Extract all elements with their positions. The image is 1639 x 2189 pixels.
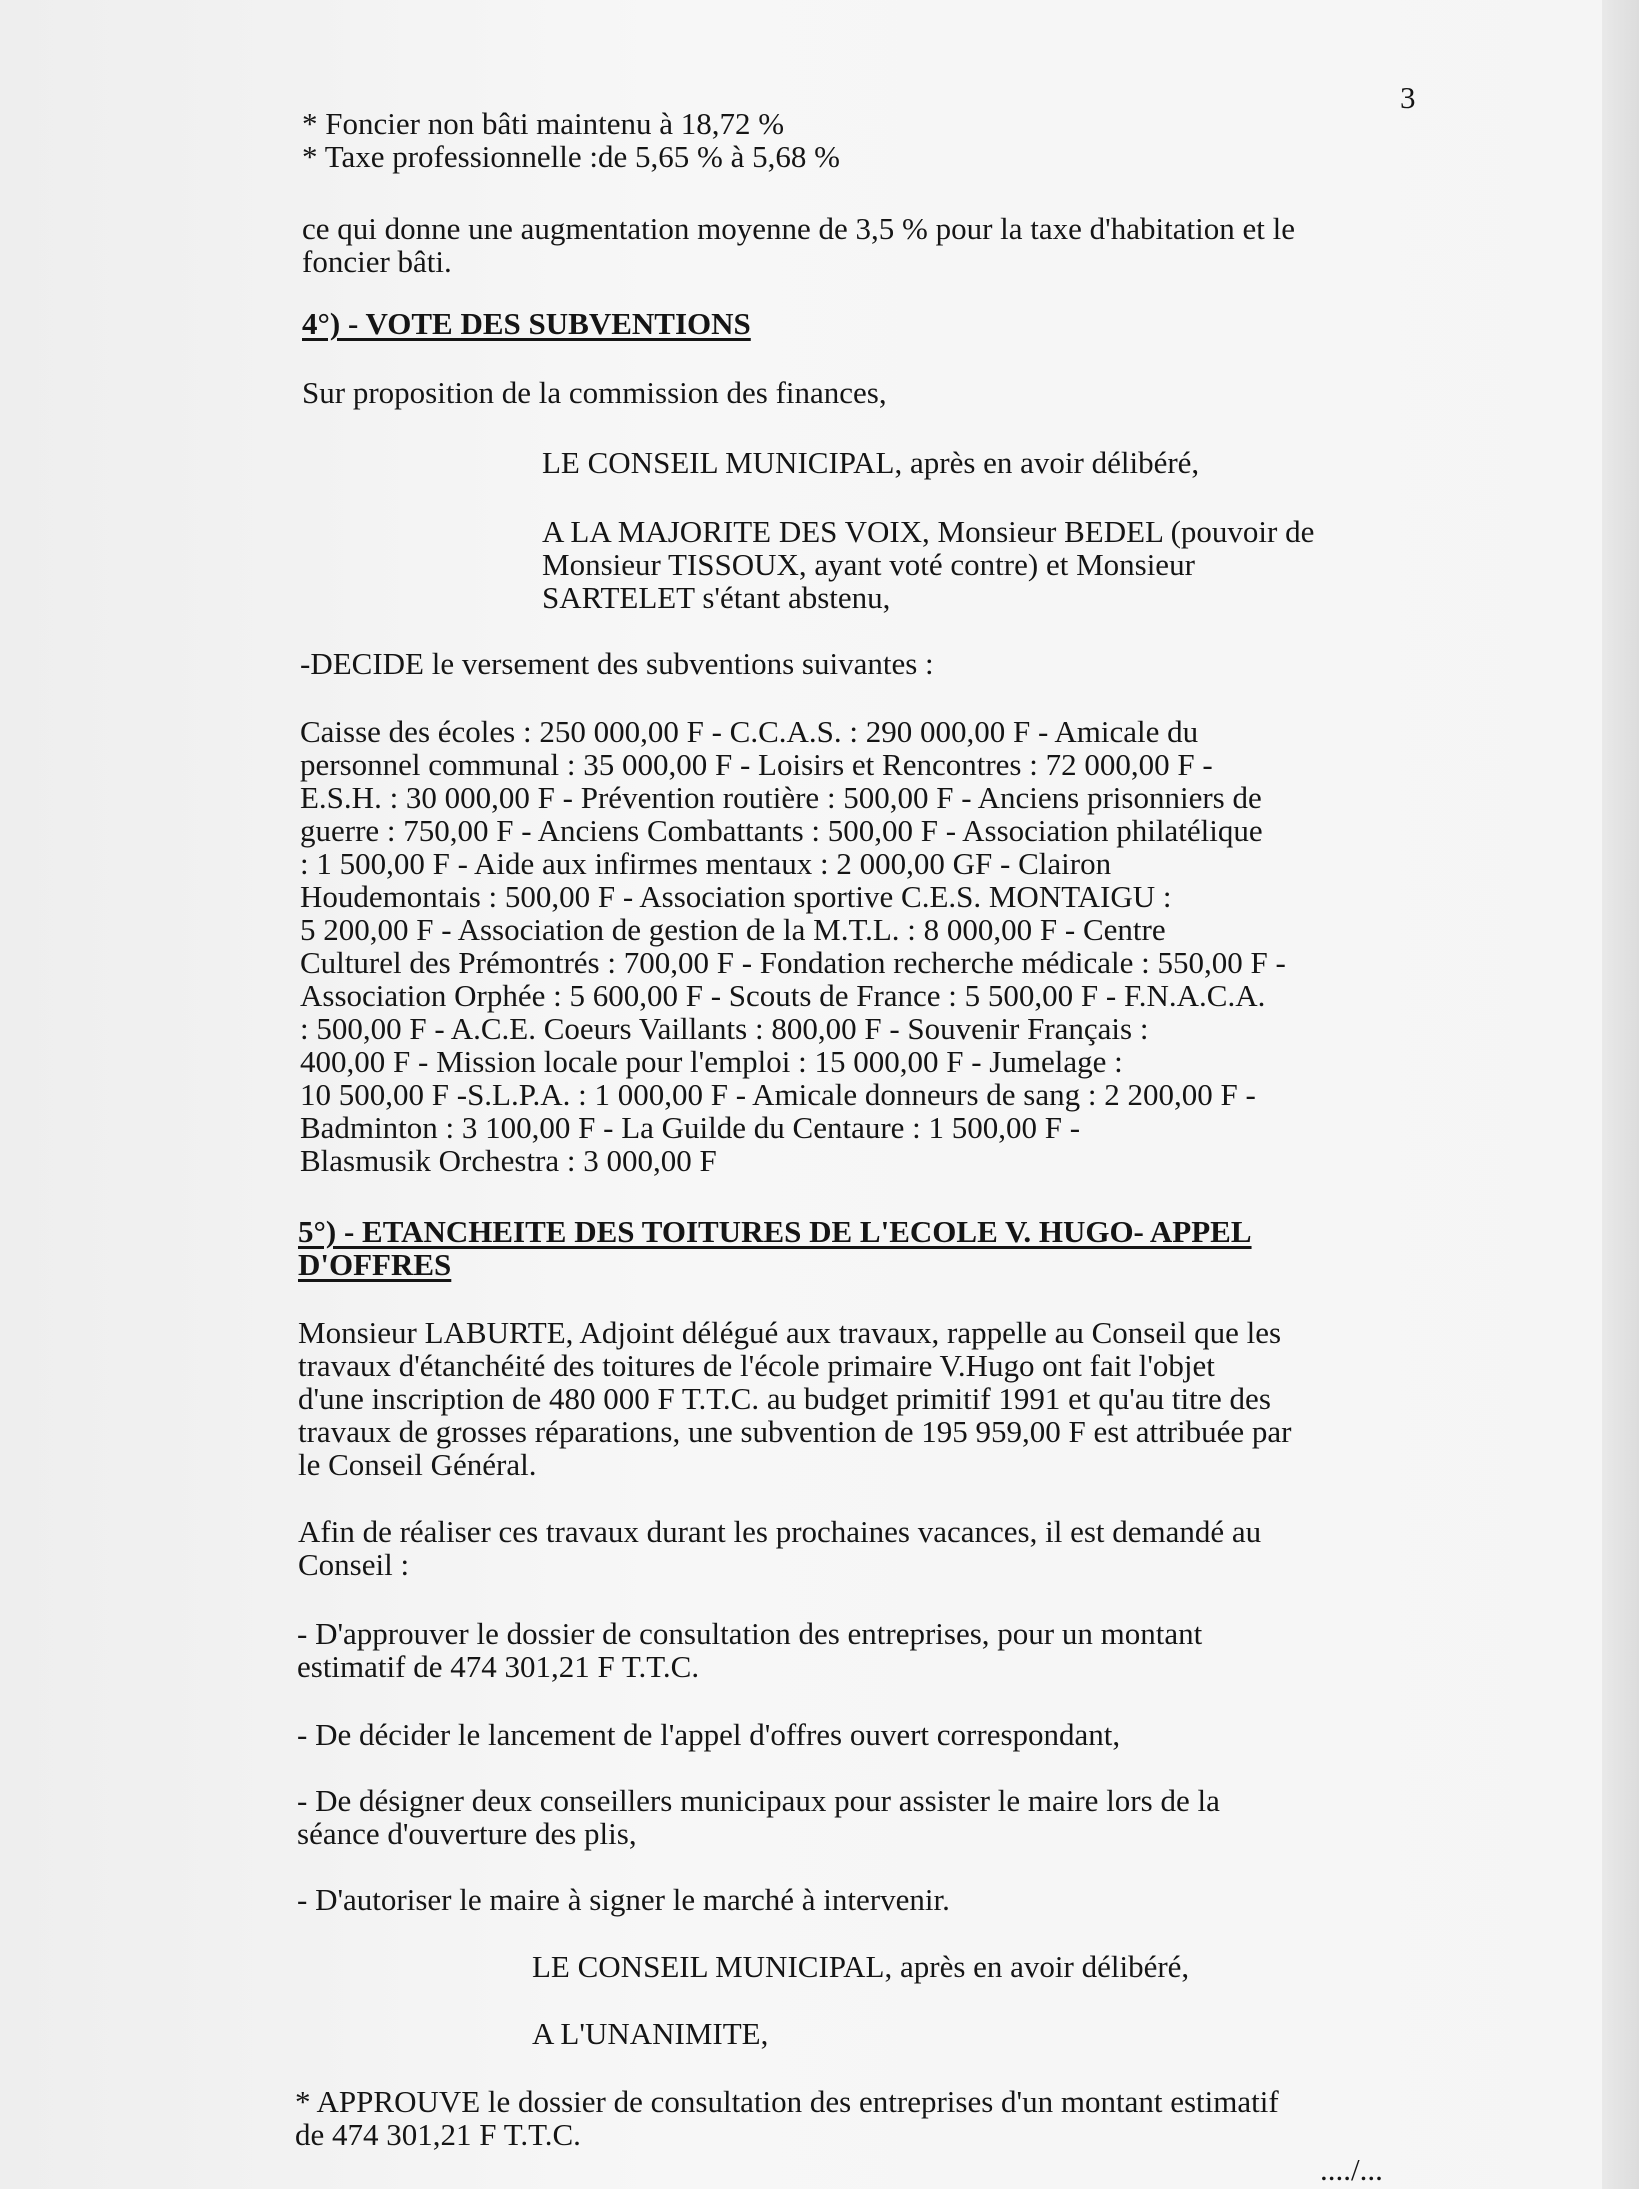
section5-approves: * APPROUVE le dossier de consultation des entreprises d'un montant estimatif de 474 301,21 F T.T.C. [295,2084,1279,2152]
section5-item-authorize: - D'autoriser le maire à signer le marché à intervenir. [297,1882,950,1917]
section5-unanimity: A L'UNANIMITE, [532,2016,769,2051]
section5-item-approve: - D'approuver le dossier de consultation des entreprises, pour un montant estimatif de 474 301,21 F T.T.C. [297,1616,1203,1684]
section4-proposal: Sur proposition de la commission des finances, [302,375,887,410]
section5-heading: 5°) - ETANCHEITE DES TOITURES DE L'ECOLE V. HUGO- APPEL D'OFFRES [298,1214,1252,1282]
section4-subsidies: Caisse des écoles : 250 000,00 F - C.C.A.S. : 290 000,00 F - Amicale du personnel communal : 35 000,00 F - Loisirs et Rencontres : 72 000,00 F - E.S.H. : 30 000,00 F - Prévention routière : 500,00 F - Anciens prisonniers de guerre : 750,00 F - Anciens Combattants : 500,00 F - Association philatélique : 1 500,00 F - Aide aux infirmes mentaux : 2 000,00 GF - Clairon Houdemontais : 500,00 F - Association sportive C.E.S. MONTAIGU : 5 200,00 F - Association de gestion de la M.T.L. : 8 000,00 F - Centre Culturel des Prémontrés : 700,00 F - Fondation recherche médicale : 550,00 F - Association Orphée : 5 600,00 F - Scouts de France : 5 500,00 F - F.N.A.C.A. : 500,00 F - A.C.E. Coeurs Vaillants : 800,00 F - Souvenir Français : 400,00 F - Mission locale pour l'emploi : 15 000,00 F - Jumelage : 10 500,00 F -S.L.P.A. : 1 000,00 F - Amicale donneurs de sang : 2 200,00 F - Badminton : 3 100,00 F - La Guilde du Centaure : 1 500,00 F - Blasmusik Orchestra : 3 000,00 F [300,714,1286,1178]
section5-council: LE CONSEIL MUNICIPAL, après en avoir délibéré, [532,1949,1190,1984]
section5-item-designate: - De désigner deux conseillers municipaux pour assister le maire lors de la séance d'ouverture des plis, [297,1783,1220,1851]
tax-line-professionnelle: * Taxe professionnelle :de 5,65 % à 5,68 % [302,139,840,174]
section5-intro: Monsieur LABURTE, Adjoint délégué aux travaux, rappelle au Conseil que les travaux d'étanchéité des toitures de l'école primaire V.Hugo ont fait l'objet d'une inscription de 480 000 F T.T.C. au budget primitif 1991 et qu'au titre des travaux de grosses réparations, une subvention de 195 959,00 F est attribuée par le Conseil Général. [298,1315,1292,1482]
section5-request: Afin de réaliser ces travaux durant les prochaines vacances, il est demandé au Conseil : [298,1514,1262,1582]
section4-decision: -DECIDE le versement des subventions suivantes : [300,646,934,681]
section4-council: LE CONSEIL MUNICIPAL, après en avoir délibéré, [542,445,1200,480]
tax-line-foncier: * Foncier non bâti maintenu à 18,72 % [302,106,785,141]
tax-conclusion: ce qui donne une augmentation moyenne de 3,5 % pour la taxe d'habitation et le foncier bâti. [302,211,1295,279]
continuation-mark: ..../... [1320,2152,1383,2187]
page-edge-shadow [1602,0,1639,2189]
section4-heading: 4°) - VOTE DES SUBVENTIONS [302,306,751,341]
section4-vote: A LA MAJORITE DES VOIX, Monsieur BEDEL (pouvoir de Monsieur TISSOUX, ayant voté contre) et Monsieur SARTELET s'étant abstenu, [542,514,1315,615]
section5-item-launch: - De décider le lancement de l'appel d'offres ouvert correspondant, [297,1717,1121,1752]
page-number: 3 [1400,80,1416,115]
